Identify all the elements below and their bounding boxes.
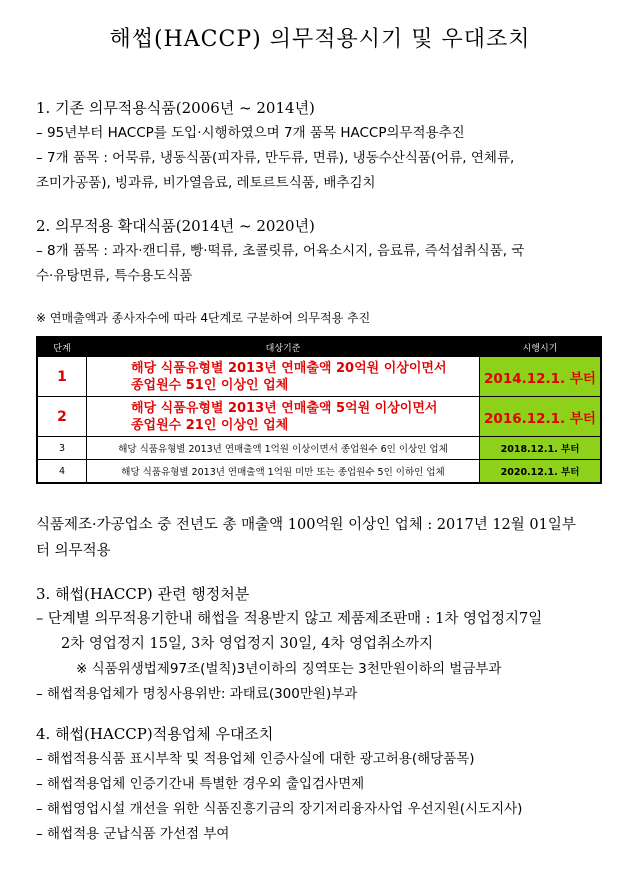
section-2-line-1b: 수·유탕면류, 특수용도식품 <box>36 268 193 284</box>
section-1-line-1: – 95년부터 HACCP를 도입·시행하였으며 7개 품목 HACCP의무적용추진 <box>36 125 465 141</box>
header-criteria: 대상기준 <box>87 337 480 357</box>
table-row <box>37 460 601 484</box>
section-3 <box>36 582 616 707</box>
row-date: 2014.12.1. 부터 <box>480 357 602 397</box>
section-2-heading: 2. 의무적용 확대식품(2014년 ~ 2020년) <box>36 217 315 235</box>
row-stage: 1 <box>37 357 87 397</box>
section-3-line-2: – 해썹적용업체가 명칭사용위반: 과태료(300만원)부과 <box>36 686 358 702</box>
header-stage: 단계 <box>37 337 87 357</box>
section-3-line-1a: – 단계별 의무적용기한내 해썹을 적용받지 않고 제품제조판매 : 1차 영업정지7일 <box>36 611 543 627</box>
row-date: 2016.12.1. 부터 <box>480 397 602 437</box>
row-criteria <box>87 357 480 397</box>
row-criteria-line: 종업원수 21인 이상인 업체 <box>131 417 289 433</box>
row-stage: 4 <box>37 460 87 484</box>
table-row <box>37 397 601 437</box>
row-criteria-line: 종업원수 51인 이상인 업체 <box>131 377 289 393</box>
page-title: 해썹(HACCP) 의무적용시기 및 우대조치 <box>109 27 531 52</box>
section-1-heading: 1. 기존 의무적용식품(2006년 ~ 2014년) <box>36 99 315 117</box>
row-criteria <box>87 397 480 437</box>
section-4-item: – 해썹적용식품 표시부착 및 적용업체 인증사실에 대한 광고허용(해당품목) <box>36 751 475 767</box>
table-row <box>37 437 601 460</box>
row-date: 2020.12.1. 부터 <box>480 460 602 484</box>
section-4-item: – 해썹적용 군납식품 가선점 부여 <box>36 826 230 842</box>
section-3-heading: 3. 해썹(HACCP) 관련 행정처분 <box>36 585 250 603</box>
section-4-item: – 해썹영업시설 개선을 위한 식품진흥기금의 장기저리융자사업 우선지원(시도지사) <box>36 801 523 817</box>
mandatory-note-line-a: 식품제조·가공업소 중 전년도 총 매출액 100억원 이상인 업체 : 2017년 12월 01일부 <box>36 517 576 533</box>
row-stage: 3 <box>37 437 87 460</box>
section-1-line-2b: 조미가공품), 빙과류, 비가열음료, 레토르트식품, 배추김치 <box>36 175 376 191</box>
schedule-table <box>36 336 602 484</box>
section-1-line-2a: – 7개 품목 : 어묵류, 냉동식품(피자류, 만두류, 면류), 냉동수산식품(어류, 연체류, <box>36 150 515 166</box>
section-2 <box>36 214 616 289</box>
row-criteria: 해당 식품유형별 2013년 연매출액 1억원 이상이면서 종업원수 6인 이상인 업체 <box>87 437 480 460</box>
header-date: 시행시기 <box>480 337 602 357</box>
table-header-row <box>37 337 601 357</box>
section-1 <box>36 96 616 196</box>
mandatory-note <box>36 512 621 564</box>
section-2-line-1a: – 8개 품목 : 과자·캔디류, 빵·떡류, 초콜릿류, 어육소시지, 음료류, 즉석섭취식품, 국 <box>36 243 525 259</box>
row-criteria-line: 해당 식품유형별 2013년 연매출액 5억원 이상이면서 <box>131 400 438 416</box>
table-note: ※ 연매출액과 종사자수에 따라 4단계로 구분하여 의무적용 추진 <box>36 311 371 325</box>
section-4-heading: 4. 해썹(HACCP)적용업체 우대조치 <box>36 725 274 743</box>
row-date: 2018.12.1. 부터 <box>480 437 602 460</box>
row-criteria-line: 해당 식품유형별 2013년 연매출액 20억원 이상이면서 <box>131 360 447 376</box>
row-stage: 2 <box>37 397 87 437</box>
section-3-line-1c: ※ 식품위생법제97조(벌칙)3년이하의 징역또는 3천만원이하의 벌금부과 <box>76 661 502 677</box>
mandatory-note-line-b: 터 의무적용 <box>36 543 111 559</box>
table-row <box>37 357 601 397</box>
row-criteria: 해당 식품유형별 2013년 연매출액 1억원 미만 또는 종업원수 5인 이하인 업체 <box>87 460 480 484</box>
section-4 <box>36 722 616 847</box>
section-4-item: – 해썹적용업체 인증기간내 특별한 경우외 출입검사면제 <box>36 776 365 792</box>
section-3-line-1b: 2차 영업정지 15일, 3차 영업정지 30일, 4차 영업취소까지 <box>61 636 434 652</box>
